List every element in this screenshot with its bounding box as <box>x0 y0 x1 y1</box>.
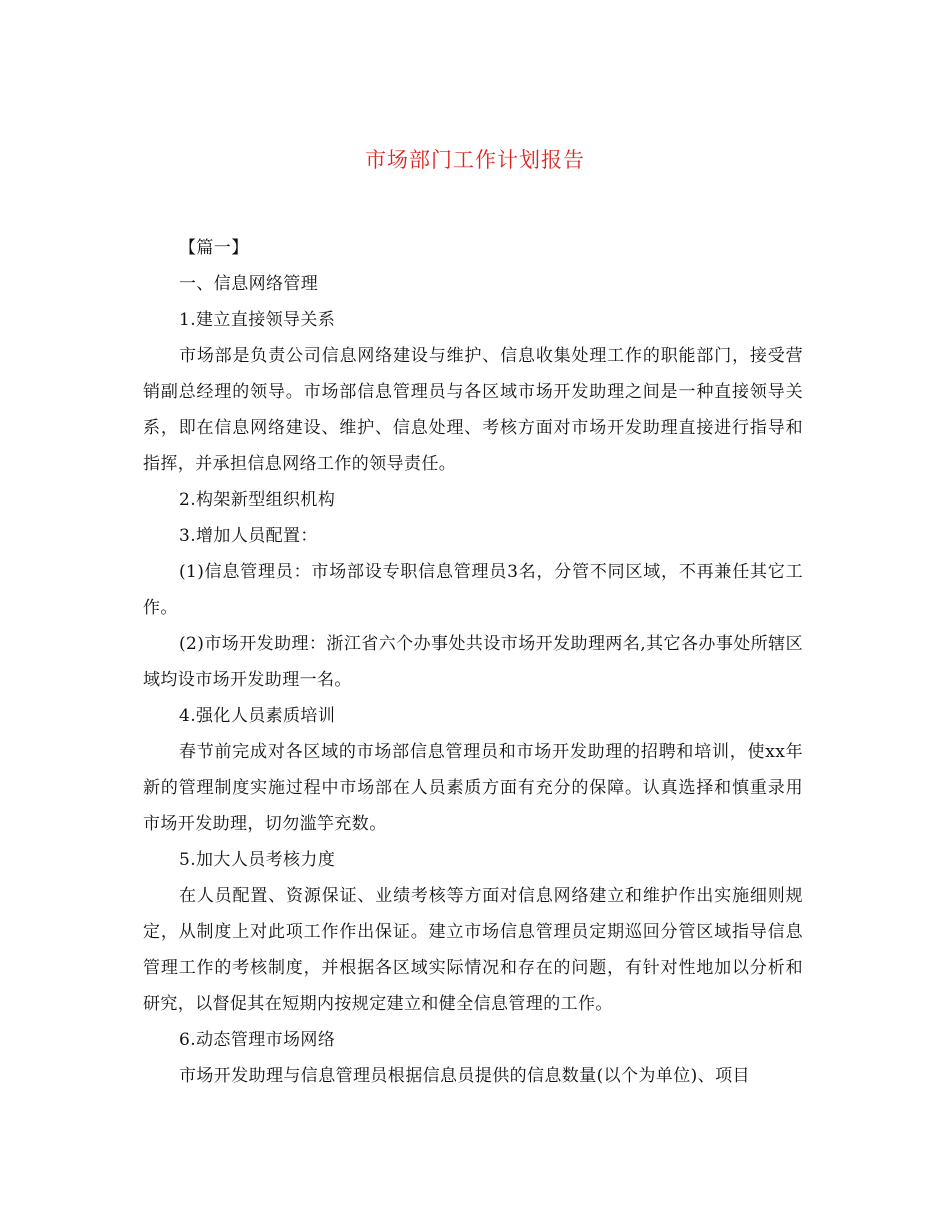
document-body <box>143 230 803 1094</box>
paragraph: 市场部是负责公司信息网络建设与维护、信息收集处理工作的职能部门，接受营销副总经理的领导。市场部信息管理员与各区域市场开发助理之间是一种直接领导关系，即在信息网络建设、维护、信息处理、考核方面对市场开发助理直接进行指导和指挥，并承担信息网络工作的领导责任。 <box>143 346 803 474</box>
item-heading: 4.强化人员素质培训 <box>179 706 336 726</box>
chapter-heading: 一、信息网络管理 <box>179 274 319 294</box>
item-heading: 3.增加人员配置： <box>179 526 318 546</box>
document-title: 市场部门工作计划报告 <box>365 148 585 172</box>
paragraph: (2)市场开发助理：浙江省六个办事处共设市场开发助理两名,其它各办事处所辖区域均设市场开发助理一名。 <box>143 634 803 690</box>
paragraph: 春节前完成对各区域的市场部信息管理员和市场开发助理的招聘和培训，使xx年新的管理制度实施过程中市场部在人员素质方面有充分的保障。认真选择和慎重录用市场开发助理，切勿滥竽充数。 <box>143 742 803 834</box>
paragraph: 市场开发助理与信息管理员根据信息员提供的信息数量(以个为单位)、项目 <box>179 1066 750 1086</box>
item-heading: 6.动态管理市场网络 <box>179 1030 336 1050</box>
item-heading: 5.加大人员考核力度 <box>179 850 336 870</box>
paragraph: 在人员配置、资源保证、业绩考核等方面对信息网络建立和维护作出实施细则规定，从制度上对此项工作作出保证。建立市场信息管理员定期巡回分管区域指导信息管理工作的考核制度，并根据各区域实际情况和存在的问题，有针对性地加以分析和研究，以督促其在短期内按规定建立和健全信息管理的工作。 <box>143 886 803 1014</box>
item-heading: 2.构架新型组织机构 <box>179 490 336 510</box>
section-heading: 【篇一】 <box>179 238 249 258</box>
paragraph: (1)信息管理员：市场部设专职信息管理员3名，分管不同区域，不再兼任其它工作。 <box>143 562 803 618</box>
item-heading: 1.建立直接领导关系 <box>179 310 336 330</box>
